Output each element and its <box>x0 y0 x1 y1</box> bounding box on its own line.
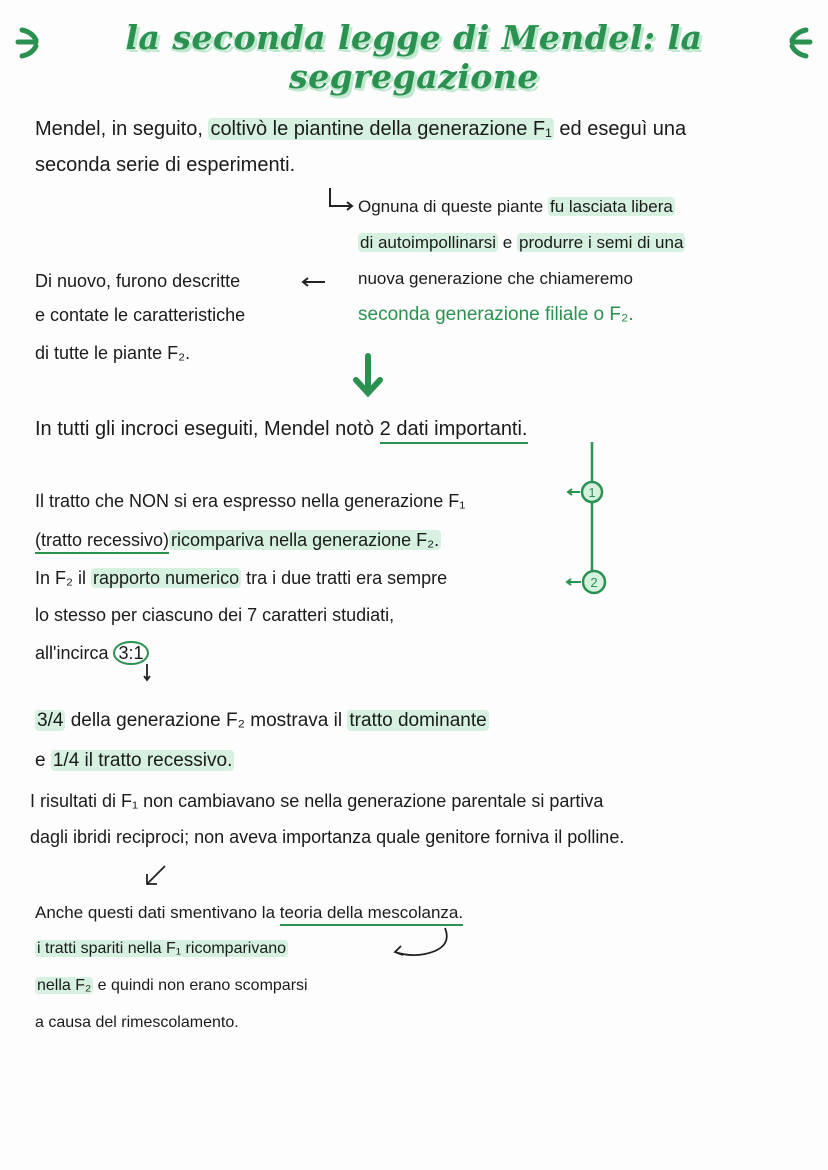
text-segment: e <box>35 750 51 771</box>
text-segment: e quindi non erano scomparsi <box>93 977 308 994</box>
highlighted-text: di autoimpollinarsi <box>360 233 497 252</box>
left-arrow-icon <box>303 278 325 286</box>
text-line-p5-l1 <box>30 788 603 814</box>
marker-1: 1 <box>588 485 596 500</box>
text-line-r-l3 <box>358 266 633 292</box>
highlighted-text: 1/4 il tratto recessivo. <box>52 750 233 771</box>
highlighted-text: produrre i semi di una <box>518 233 684 252</box>
underlined-text: teoria della mescolanza. <box>280 903 463 926</box>
green-text: seconda generazione filiale o F₂. <box>358 304 634 325</box>
highlighted-text: tratto dominante <box>349 710 487 731</box>
text-segment: all'incirca <box>35 643 114 663</box>
text-line-p6-l3 <box>35 973 308 999</box>
text-line-p1-l1 <box>35 116 686 142</box>
text-segment: In tutti gli incroci eseguiti, Mendel notò <box>35 418 380 440</box>
text-line-p3-l5 <box>35 640 149 666</box>
text-segment: a causa del rimescolamento. <box>35 1014 239 1031</box>
text-segment: Il tratto che NON si era espresso nella generazione F₁ <box>35 491 466 511</box>
text-segment: ed eseguì una <box>553 118 687 140</box>
text-segment: Mendel, in seguito, <box>35 118 209 140</box>
text-line-p2 <box>35 416 528 442</box>
marker-2-arrow-icon <box>567 579 581 585</box>
corner-arrow-icon <box>330 188 352 210</box>
text-segment: Anche questi dati smentivano la <box>35 903 280 922</box>
highlighted-text: rapporto numerico <box>93 568 240 588</box>
title-deco-left-icon <box>18 30 36 56</box>
text-line-r-l2 <box>358 230 685 256</box>
text-segment: Ognuna di queste piante <box>358 197 548 216</box>
down-arrow-icon <box>356 356 380 393</box>
underlined-text: 2 dati importanti. <box>380 418 528 444</box>
text-line-p3-l1 <box>35 488 465 514</box>
text-line-p6-l1 <box>35 900 463 926</box>
title-deco-right-icon <box>792 30 810 56</box>
text-line-p4-l1 <box>35 708 489 734</box>
text-line-r-l1 <box>358 194 675 220</box>
text-line-p3-l2 <box>35 527 441 553</box>
text-segment: della generazione F₂ mostrava il <box>65 710 348 731</box>
highlighted-text: coltivò le piantine della generazione F₁ <box>210 118 552 140</box>
small-down-arrow-icon <box>144 664 150 680</box>
text-line-p1-l2 <box>35 152 295 178</box>
text-line-l-l2 <box>35 302 245 328</box>
text-line-l-l1 <box>35 268 240 294</box>
text-segment: lo stesso per ciascuno dei 7 caratteri studiati, <box>35 605 395 625</box>
text-segment: I risultati di F₁ non cambiavano se nella generazione parentale si partiva <box>30 791 604 811</box>
highlighted-text: i tratti spariti nella F₁ ricomparivano <box>37 940 287 957</box>
text-segment: e <box>498 233 517 252</box>
marker-2: 2 <box>590 575 598 590</box>
text-line-p6-l4 <box>35 1010 239 1036</box>
marker-1-arrow-icon <box>568 489 580 495</box>
highlighted-text: ricompariva nella generazione F₂. <box>171 530 440 550</box>
text-segment: seconda serie di esperimenti. <box>35 154 296 176</box>
page-title: la seconda legge di Mendel: la segregazione <box>125 18 703 96</box>
curved-arrow-icon <box>395 928 447 955</box>
text-line-r-l4 <box>358 302 634 328</box>
text-line-p4-l2 <box>35 748 234 774</box>
text-segment: e contate le caratteristiche <box>35 305 246 325</box>
highlighted-text: fu lasciata libera <box>549 197 673 216</box>
text-segment: tra i due tratti era sempre <box>241 568 448 588</box>
text-line-p6-l2 <box>35 936 288 962</box>
text-line-p5-l2 <box>30 824 624 850</box>
text-line-l-l3 <box>35 340 190 366</box>
highlighted-text: nella F₂ <box>37 977 92 994</box>
diagonal-arrow-icon <box>147 866 165 884</box>
underlined-text: (tratto recessivo) <box>35 530 169 554</box>
text-segment: dagli ibridi reciproci; non aveva importanza quale genitore forniva il polline. <box>30 827 625 847</box>
text-segment: In F₂ il <box>35 568 91 588</box>
text-segment: di tutte le piante F₂. <box>35 343 191 363</box>
text-segment: Di nuovo, furono descritte <box>35 271 241 291</box>
highlighted-text: 3/4 <box>37 710 64 731</box>
text-line-p3-l4 <box>35 602 394 628</box>
circled-ratio: 3:1 <box>113 641 148 665</box>
text-line-p3-l3 <box>35 565 447 591</box>
text-segment: nuova generazione che chiameremo <box>358 269 634 288</box>
